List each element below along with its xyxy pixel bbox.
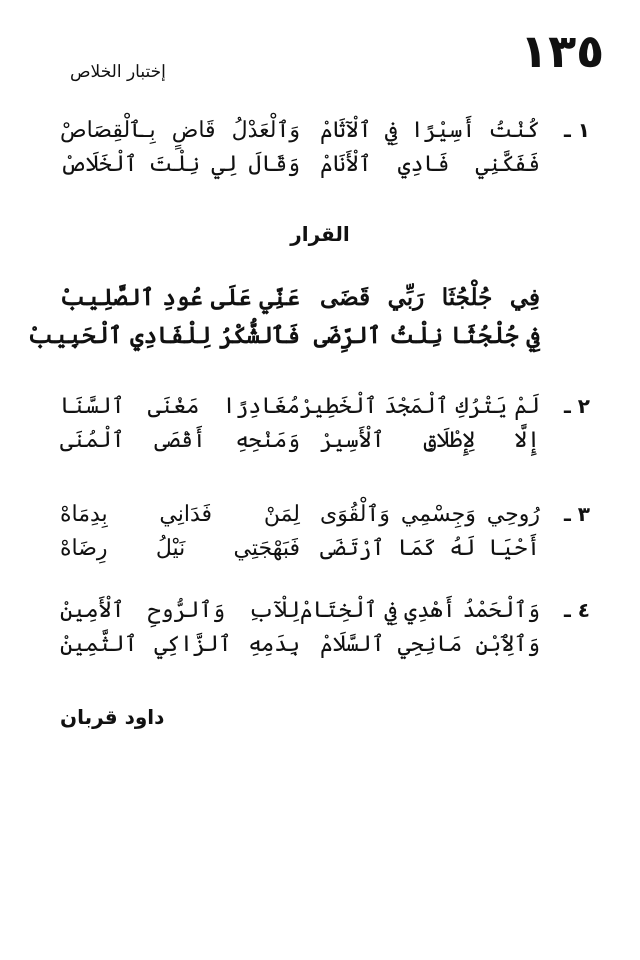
second-hemistich: عَنِّي عَلَى عُودِ ٱلصَّلِيبْ	[60, 284, 300, 311]
stanza-2	[60, 394, 590, 462]
first-hemistich: أَحْيَا لَهُ كَمَا ٱرْتَضَى	[320, 536, 540, 561]
first-hemistich: فِي جُلْجُثَا نِلْتُ ٱلرِّضَى	[313, 322, 540, 349]
second-hemistich: فَٱلشُّكْرُ لِلْفَادِي ٱلْحَبِيبْ	[27, 322, 300, 349]
second-hemistich: لِلْآبِ وَٱلرُّوحِ ٱلْأَمِينْ	[60, 598, 300, 623]
first-hemistich: رُوحِي وَجِسْمِي وَٱلْقُوَى	[320, 502, 540, 527]
second-hemistich: لِمَنْ فَدَانِي بِدِمَاهْ	[60, 502, 300, 527]
second-hemistich: بِدَمِهِ ٱلزَّاكِي ٱلثَّمِينْ	[60, 632, 300, 657]
first-hemistich: فَفَكَّنِي فَادِي ٱلْأَنَامْ	[320, 152, 540, 177]
first-hemistich: إِلَّا لِإِطْلَاقِ ٱلْأَسِيرْ	[320, 428, 540, 453]
stanza-number: ١ ـ	[563, 118, 590, 142]
verse-line	[60, 632, 590, 666]
stanza-number: ٢ ـ	[563, 394, 590, 418]
verse-line	[60, 152, 590, 186]
verse-line	[60, 502, 590, 536]
verse-line	[27, 322, 590, 360]
refrain-heading: القرار	[290, 222, 350, 246]
stanza-number: ٤ ـ	[563, 598, 590, 622]
first-hemistich: فِي جُلْجُثَا رَبِّي قَضَى	[320, 284, 540, 311]
first-hemistich: وَٱلْحَمْدُ أَهْدِي فِي ٱلْخِتَامْ	[299, 598, 540, 623]
second-hemistich: مُغَادِرًا مَغْنَى ٱلسَّنَا	[60, 394, 300, 419]
stanza-number: ٣ ـ	[563, 502, 590, 526]
first-hemistich: لَمْ يَتْرُكِ ٱلْمَجْدَ ٱلْخَطِيرْ	[299, 394, 540, 419]
stanza-4	[60, 598, 590, 666]
author-name: داود قربان	[60, 705, 165, 729]
verse-line	[60, 428, 590, 462]
second-hemistich: فَبَهْجَتِي نَيْلُ رِضَاهْ	[60, 536, 300, 561]
stanza-1	[60, 118, 590, 186]
second-hemistich: وَقَالَ لِي نِلْتَ ٱلْخَلَاصْ	[60, 152, 300, 177]
first-hemistich: وَٱلِٱبْنِ مَانِحِي ٱلسَّلَامْ	[320, 632, 540, 657]
page-number: ١٣٥	[520, 24, 605, 78]
verse-line	[60, 118, 590, 152]
verse-line	[60, 284, 590, 322]
running-title: إختبار الخلاص	[70, 62, 166, 82]
verse-line	[60, 536, 590, 570]
verse-line	[60, 598, 590, 632]
first-hemistich: كُنْتُ أَسِيْرًا فِي ٱلْآثَامْ	[320, 118, 540, 143]
second-hemistich: وَمَنْحِهِ أَقْصَى ٱلْمُنَى	[60, 428, 300, 453]
refrain	[27, 284, 590, 360]
stanza-3	[60, 502, 590, 570]
second-hemistich: وَٱلْعَدْلُ قَاضٍ بِـٱلْقِصَاصْ	[60, 118, 300, 143]
verse-line	[60, 394, 590, 428]
